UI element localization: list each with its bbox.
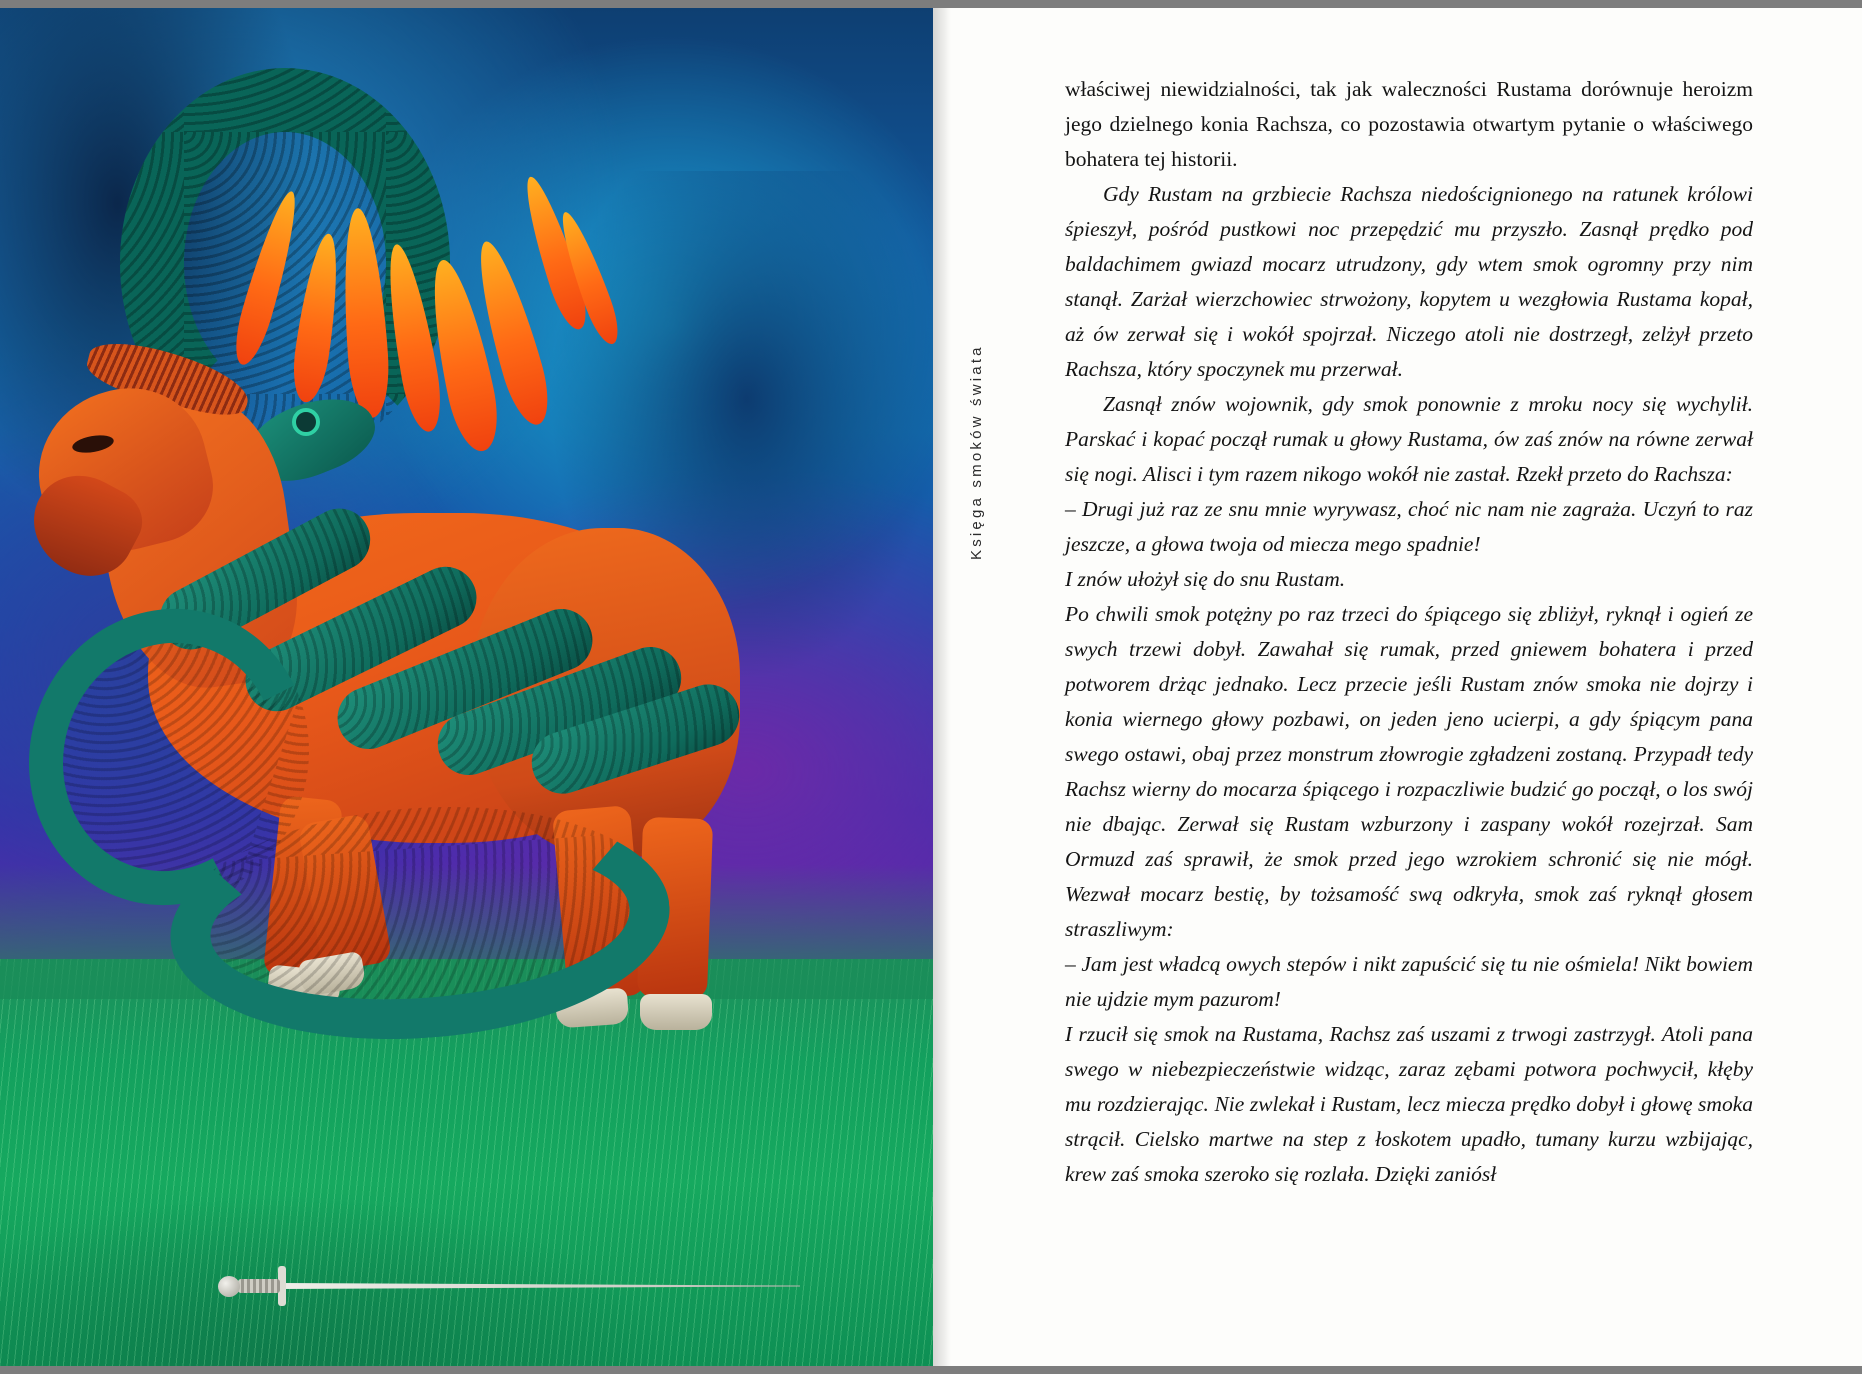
sword-grip [238,1279,280,1293]
dragon-horse-illustration [0,8,933,1366]
paragraph: I rzucił się smok na Rustama, Rachsz zaś uszami z trwogi zastrzygł. Atoli pana swego w niebezpieczeństwie widząc, zaraz zębami potwora pochwycił, kłęby mu rozdzierając. Nie zwlekał i Rustam, lecz miecza prędko dobył i głowę smoka strącił. Cielsko martwe na step z łoskotem upadło, tumany kurzu wzbijając, krew zaś smoka szeroko się rozlała. Dzięki zaniósł [1065,1022,1753,1186]
horse-hoof [640,994,712,1030]
paragraph: I znów ułożył się do snu Rustam. [1065,567,1346,591]
paragraph: Po chwili smok potężny po raz trzeci do śpiącego się zbliżył, ryknął i ogień ze swych trzewi dobył. Zawahał się rumak, przed gniewem bohatera i przed potworem drżąc jednako. Lecz przecie jeśli Rustam znów smoka nie dojrzy i konia wiernego głowy pozbawi, on jeden jeno ucierpi, a gdy śpiącym pana swego ostawi, obaj przez monstrum złowrogie zgładzeni zostaną. Przypadł tedy Rachsz wierny do mocarza śpiącego i rozpaczliwie budzić go począł, o los swój nie dbając. Zerwał się Rustam wzburzony i zaspany wokół rozejrzał. Sam Ormuzd zaś sprawił, że smok przed jego wzrokiem schronić się nie mógł. Wezwał mocarz bestię, by tożsamość swą odkryła, smok zaś ryknął głosem straszliwym: [1065,602,1753,941]
body-text [1065,72,1753,1192]
sword-icon [190,1266,800,1306]
running-head: Księga smoków świata [968,344,985,560]
paragraph: właściwej niewidzialności, tak jak waleczności Rustama dorównuje heroizm jego dzielnego konia Rachsza, co pozostawia otwartym pytanie o właściwego bohatera tej historii. [1065,77,1753,171]
paragraph: Gdy Rustam na grzbiecie Rachsza niedoścignionego na ratunek królowi śpieszył, pośród pustkowi noc przepędzić mu przyszło. Zasnął prędko pod baldachimem gwiazd mocarz utrudzony, gdy wtem smok ogromny przy nim stanął. Zarżał wierzchowiec strwożony, kopytem u wezgłowia Rustama kopał, aż ów zerwał się i wokół spojrzał. Niczego atoli nie dostrzegł, zelżył przeto Rachsza, który spoczynek mu przerwał. [1065,182,1753,381]
paragraph: – Drugi już raz ze snu mnie wyrywasz, choć nic nam nie zagraża. Uczyń to raz jeszcze, a głowa twoja od miecza mego spadnie! [1065,497,1753,556]
sword-blade [280,1283,800,1289]
paragraph: Zasnął znów wojownik, gdy smok ponownie z mroku nocy się wychylił. Parskać i kopać począł rumak u głowy Rustama, ów zaś znów na równe zerwał się nogi. Alisci i tym razem nikogo wokół nie zastał. Rzekł przeto do Rachsza: [1065,392,1753,486]
paragraph: – Jam jest władcą owych stepów i nikt zapuścić się tu nie ośmiela! Nikt bowiem nie ujdzie mym pazurom! [1065,952,1753,1011]
illustration-page [0,8,933,1366]
gutter-shadow [933,8,951,1366]
sword-pommel [218,1276,240,1297]
dragon-eye [292,408,320,436]
